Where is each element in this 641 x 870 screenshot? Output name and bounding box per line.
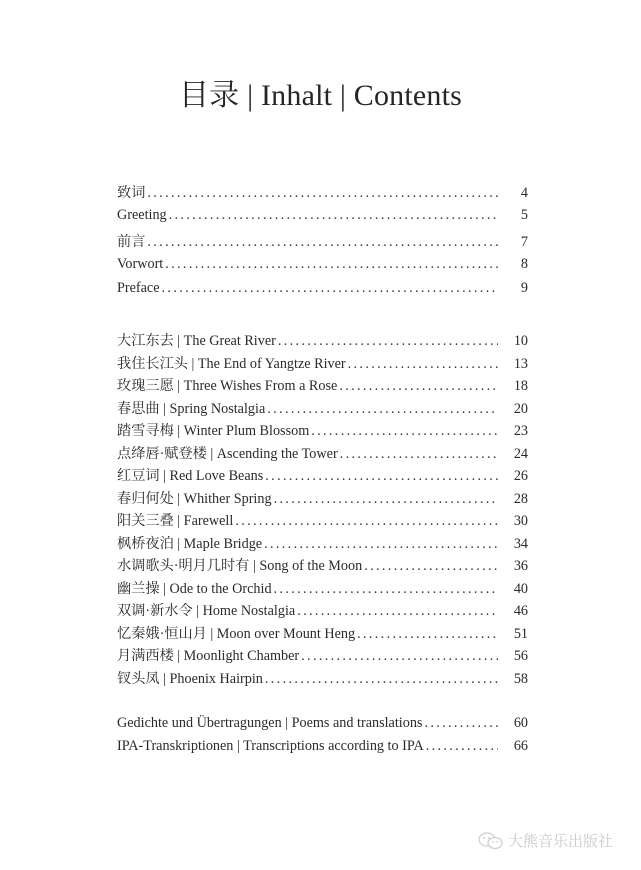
toc-entry[interactable] <box>117 668 528 691</box>
toc-entry-page: 60 <box>513 715 528 731</box>
toc-entry[interactable] <box>117 420 528 443</box>
toc-entry[interactable] <box>117 555 528 578</box>
toc-entry[interactable] <box>117 715 528 738</box>
dot-leader <box>235 513 498 530</box>
toc-entry-label: Vorwort <box>117 255 164 272</box>
toc-entry[interactable] <box>117 600 528 623</box>
toc-entry[interactable] <box>117 443 528 466</box>
toc-entry-label: 踏雪寻梅 | Winter Plum Blossom <box>117 420 311 440</box>
dot-leader <box>265 671 498 688</box>
toc-entry-label: 前言 <box>117 231 147 251</box>
toc-entry-page: 18 <box>513 378 528 394</box>
toc-entry-label: Gedichte und Übertragungen | Poems and translations <box>117 715 423 731</box>
dot-leader <box>162 280 498 297</box>
toc-entry-page: 40 <box>513 580 528 597</box>
dot-leader <box>424 715 498 732</box>
toc-entry-page: 8 <box>520 255 528 272</box>
toc-entry-page: 34 <box>513 535 528 552</box>
toc-entry[interactable] <box>117 623 528 646</box>
toc-entry-page: 51 <box>513 625 528 642</box>
toc-entry[interactable] <box>117 256 528 281</box>
toc-entry-page: 10 <box>513 333 528 349</box>
toc-entry-label: 玫瑰三愿 | Three Wishes From a Rose <box>117 375 339 395</box>
toc-entry-label: Greeting <box>117 206 167 223</box>
toc-entry-label: 春归何处 | Whither Spring <box>117 488 274 508</box>
toc-entry-page: 24 <box>513 445 528 462</box>
toc-entry-page: 28 <box>513 490 528 507</box>
dot-leader <box>364 558 498 575</box>
dot-leader <box>297 603 498 620</box>
toc-entry-label: 春思曲 | Spring Nostalgia <box>117 398 267 418</box>
page-title: 目录 | Inhalt | Contents <box>178 79 463 112</box>
dot-leader <box>274 581 498 598</box>
toc-entry-page: 13 <box>513 355 528 372</box>
toc-entry[interactable] <box>117 465 528 488</box>
dot-leader <box>348 356 498 373</box>
toc-entry-label: Preface <box>117 280 160 296</box>
publisher-name: 大熊音乐出版社 <box>508 832 614 850</box>
toc-entry[interactable] <box>117 738 528 761</box>
toc-entry-label: 阳关三叠 | Farewell <box>117 510 235 530</box>
toc-entry-page: 66 <box>513 738 528 754</box>
toc-entry[interactable] <box>117 645 528 668</box>
dot-leader <box>165 256 498 273</box>
toc-entry[interactable] <box>117 330 528 353</box>
toc-entry-label: 致词 <box>117 182 147 202</box>
toc-entry-label: 忆秦娥·恒山月 | Moon over Mount Heng <box>117 623 357 643</box>
toc-entry-page: 58 <box>513 670 528 687</box>
toc-entry-page: 23 <box>513 423 528 439</box>
toc-entry-page: 46 <box>513 603 528 619</box>
toc-entry-page: 5 <box>520 206 528 223</box>
toc-entry-page: 20 <box>513 400 528 417</box>
toc-entry[interactable] <box>117 533 528 556</box>
dot-leader <box>278 333 498 350</box>
toc-entry-label: 红豆词 | Red Love Beans <box>117 465 265 485</box>
dot-leader <box>147 185 498 202</box>
toc-entry-page: 9 <box>520 280 528 296</box>
toc-entry[interactable] <box>117 182 528 207</box>
toc-entry[interactable] <box>117 231 528 256</box>
toc-entry-label: 水调歌头·明月几时有 | Song of the Moon <box>117 555 364 575</box>
dot-leader <box>311 423 498 440</box>
toc-entry-label: 枫桥夜泊 | Maple Bridge <box>117 533 264 553</box>
toc-section-front-matter <box>117 182 528 305</box>
toc-entry-page: 26 <box>513 468 528 484</box>
toc-entry-label: 幽兰操 | Ode to the Orchid <box>117 578 274 598</box>
toc-entry[interactable] <box>117 375 528 398</box>
toc-entry-page: 7 <box>520 234 528 250</box>
dot-leader <box>426 738 498 755</box>
toc-entry-page: 36 <box>513 558 528 574</box>
dot-leader <box>301 648 498 665</box>
dot-leader <box>340 446 498 463</box>
dot-leader <box>265 468 498 485</box>
dot-leader <box>274 491 498 508</box>
toc-section-songs <box>117 330 528 690</box>
toc-entry-page: 4 <box>520 185 528 201</box>
dot-leader <box>147 234 498 251</box>
toc-entry[interactable] <box>117 398 528 421</box>
dot-leader <box>357 626 498 643</box>
dot-leader <box>264 536 498 553</box>
toc-entry[interactable] <box>117 353 528 376</box>
toc-entry[interactable] <box>117 207 528 232</box>
toc-entry[interactable] <box>117 510 528 533</box>
toc-entry-label: 月满西楼 | Moonlight Chamber <box>117 645 301 665</box>
toc-entry[interactable] <box>117 488 528 511</box>
toc-entry-page: 30 <box>513 513 528 529</box>
toc-entry-label: 钗头凤 | Phoenix Hairpin <box>117 668 265 688</box>
toc-entry-label: 大江东去 | The Great River <box>117 330 278 350</box>
toc-entry-label: 我住长江头 | The End of Yangtze River <box>117 353 348 373</box>
dot-leader <box>169 207 498 224</box>
toc-entry[interactable] <box>117 280 528 305</box>
toc-entry-page: 56 <box>513 648 528 664</box>
toc-entry-label: 双调·新水令 | Home Nostalgia <box>117 600 297 620</box>
toc-entry-label: 点绛唇·赋登楼 | Ascending the Tower <box>117 443 340 463</box>
dot-leader <box>339 378 498 395</box>
toc-entry-label: IPA-Transkriptionen | Transcriptions according to IPA <box>117 738 424 754</box>
toc-entry[interactable] <box>117 578 528 601</box>
toc-section-appendix <box>117 715 528 761</box>
publisher-watermark <box>478 830 613 851</box>
dot-leader <box>267 401 498 418</box>
wechat-icon <box>478 832 504 850</box>
